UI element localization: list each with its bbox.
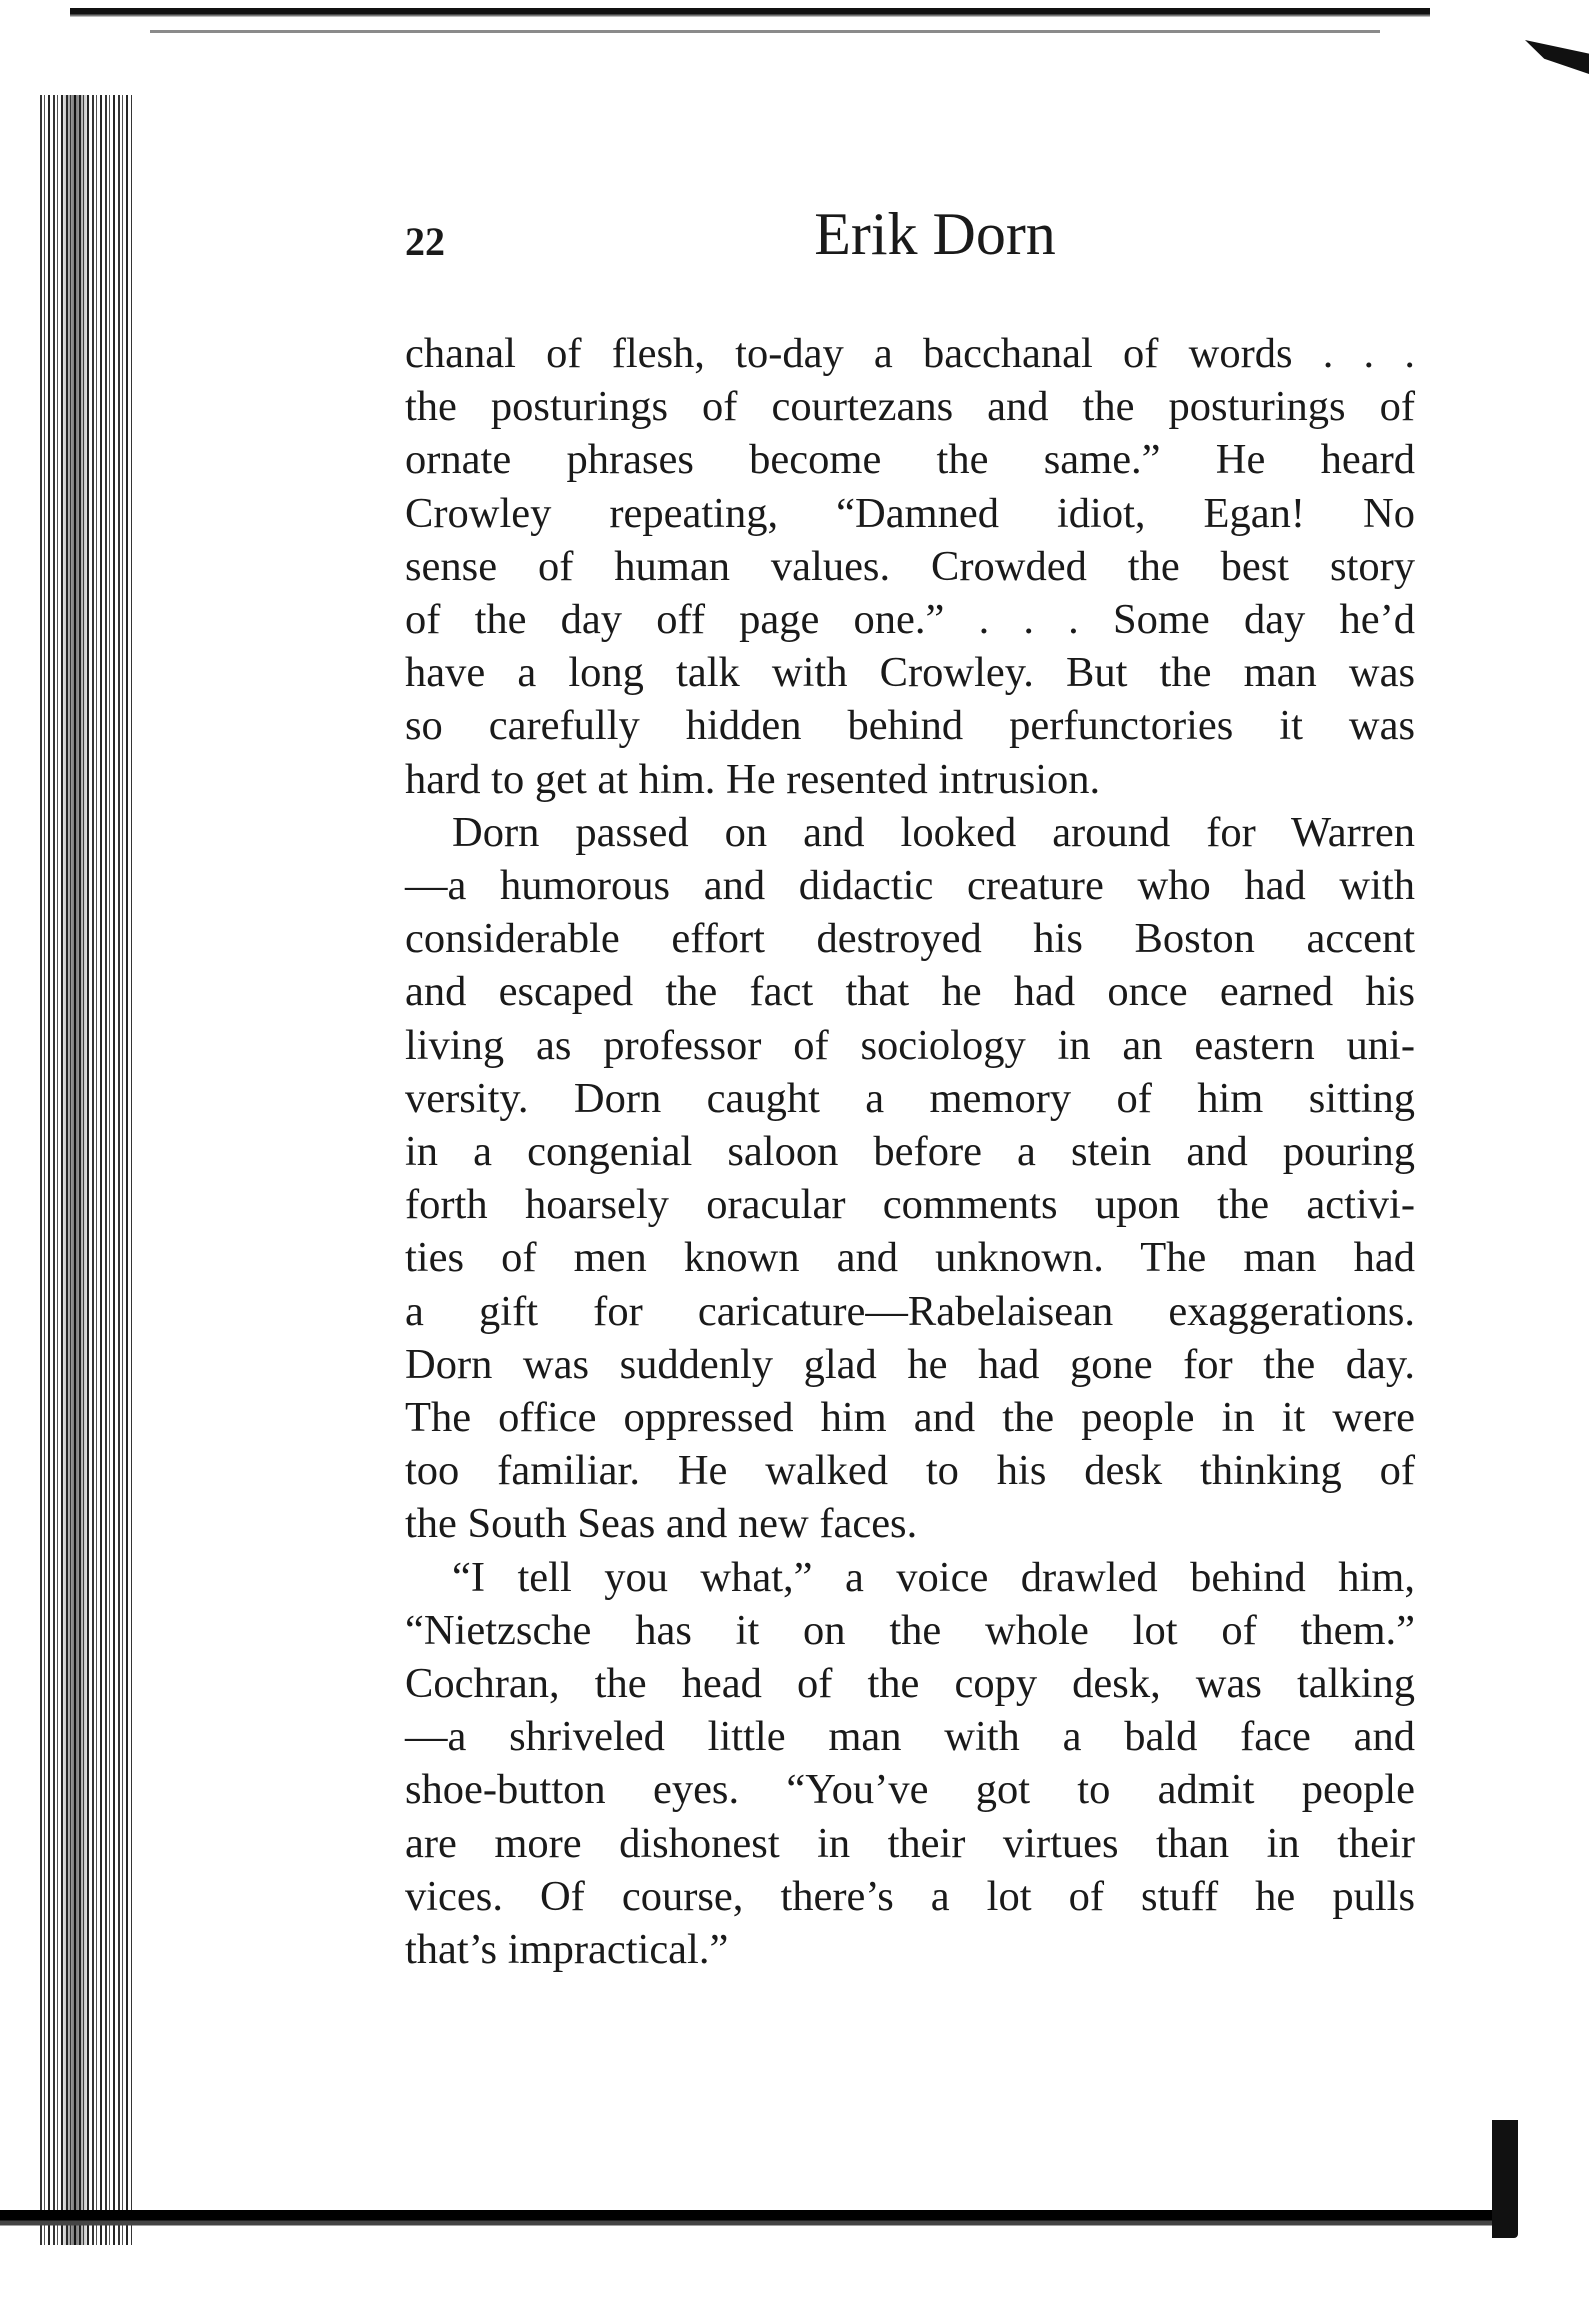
text-line: living as professor of sociology in an eastern uni- bbox=[405, 1021, 1415, 1069]
page-header bbox=[405, 200, 1415, 280]
text-line: versity. Dorn caught a memory of him sitting bbox=[405, 1074, 1415, 1122]
text-line: Dorn passed on and looked around for Warren bbox=[452, 808, 1415, 856]
text-line: that’s impractical.” bbox=[405, 1926, 729, 1974]
text-line: forth hoarsely oracular comments upon the activi- bbox=[405, 1181, 1415, 1229]
text-line: chanal of flesh, to-day a bacchanal of words . . . bbox=[405, 330, 1415, 377]
text-line: “Nietzsche has it on the whole lot of them.” bbox=[405, 1606, 1415, 1654]
paragraph bbox=[405, 1551, 1415, 1977]
text-line: too familiar. He walked to his desk thinking of bbox=[405, 1447, 1415, 1495]
scan-edge-top-shadow bbox=[150, 30, 1380, 33]
text-line: in a congenial saloon before a stein and pouring bbox=[405, 1128, 1415, 1176]
text-line: and escaped the fact that he had once earned his bbox=[405, 968, 1415, 1016]
scan-corner-mark bbox=[1525, 40, 1589, 74]
page-number: 22 bbox=[405, 219, 445, 264]
text-line: ties of men known and unknown. The man had bbox=[405, 1234, 1415, 1282]
paragraph bbox=[405, 806, 1415, 1551]
text-line: “I tell you what,” a voice drawled behind him, bbox=[452, 1553, 1415, 1601]
text-line: have a long talk with Crowley. But the man was bbox=[405, 649, 1415, 697]
text-line: of the day off page one.” . . . Some day he’d bbox=[405, 596, 1415, 644]
paragraph bbox=[405, 327, 1415, 806]
page-body bbox=[405, 327, 1415, 1976]
text-line: hard to get at him. He resented intrusion. bbox=[405, 755, 1101, 803]
text-line: ornate phrases become the same.” He heard bbox=[405, 436, 1415, 484]
text-line: so carefully hidden behind perfunctories it was bbox=[405, 702, 1415, 750]
running-title: Erik Dorn bbox=[814, 201, 1056, 267]
text-line: considerable effort destroyed his Boston accent bbox=[405, 915, 1415, 963]
text-line: the South Seas and new faces. bbox=[405, 1500, 918, 1548]
text-line: Cochran, the head of the copy desk, was talking bbox=[405, 1660, 1415, 1708]
text-line: sense of human values. Crowded the best story bbox=[405, 542, 1415, 590]
gutter-shadow bbox=[60, 95, 90, 2245]
text-line: vices. Of course, there’s a lot of stuff he pulls bbox=[405, 1872, 1415, 1920]
text-line: The office oppressed him and the people in it were bbox=[405, 1394, 1415, 1442]
text-line: —a humorous and didactic creature who had with bbox=[405, 862, 1415, 910]
text-line: are more dishonest in their virtues than in their bbox=[405, 1819, 1415, 1867]
scan-corner-bottom bbox=[1492, 2120, 1518, 2238]
text-line: —a shriveled little man with a bald face and bbox=[405, 1713, 1415, 1761]
text-line: shoe-button eyes. “You’ve got to admit people bbox=[405, 1766, 1415, 1814]
text-line: the posturings of courtezans and the posturings of bbox=[405, 383, 1415, 431]
text-line: a gift for caricature—Rabelaisean exaggerations. bbox=[405, 1287, 1415, 1335]
text-line: Dorn was suddenly glad he had gone for the day. bbox=[405, 1340, 1415, 1388]
scan-edge-top bbox=[70, 8, 1430, 20]
scan-edge-bottom bbox=[0, 2210, 1515, 2236]
text-line: Crowley repeating, “Damned idiot, Egan! No bbox=[405, 489, 1415, 537]
